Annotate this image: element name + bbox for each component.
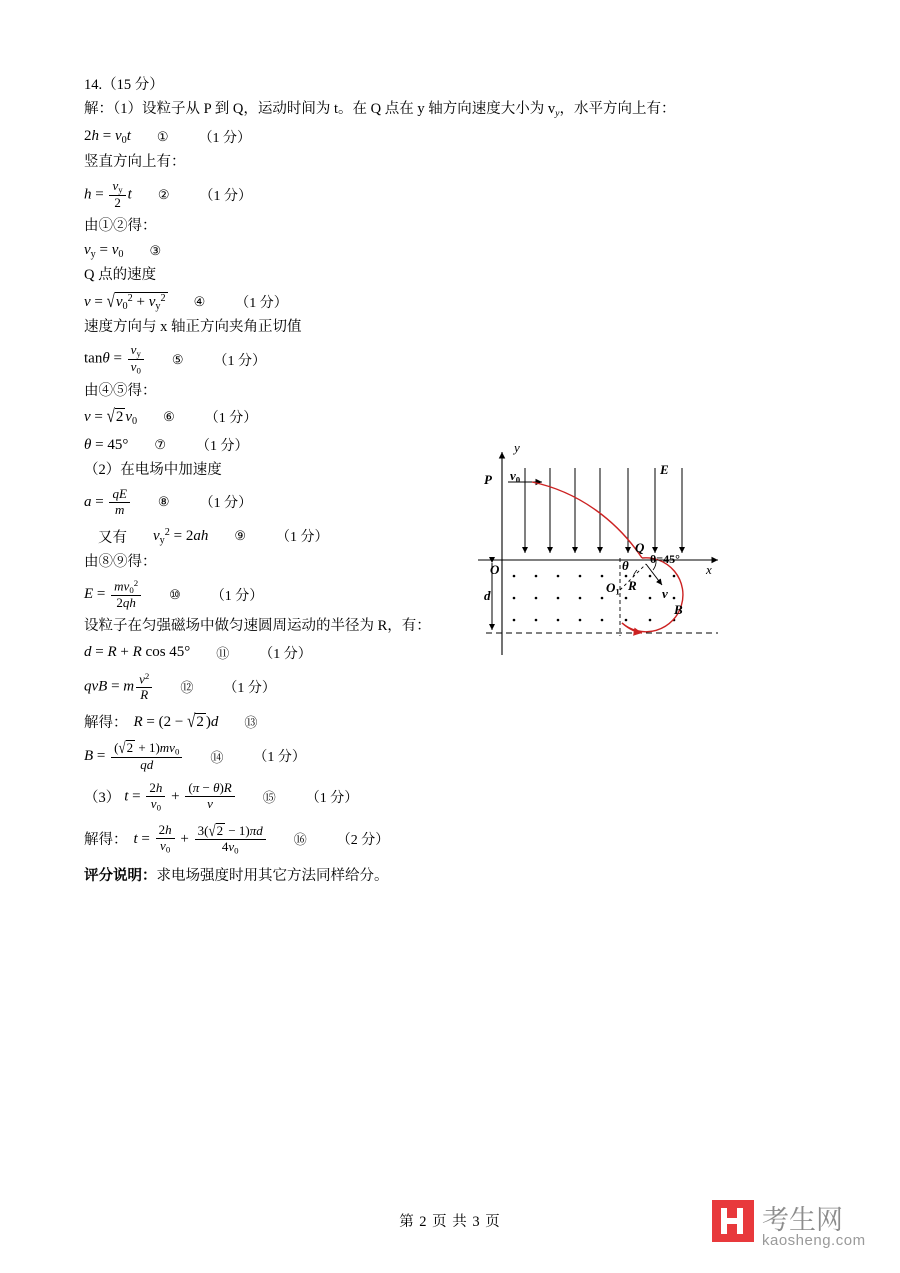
equation-14-score: （1 分） bbox=[253, 750, 306, 766]
equation-7-mark: ⑦ bbox=[154, 437, 166, 453]
figure-label-d: d bbox=[484, 588, 491, 603]
equation-6 bbox=[84, 407, 824, 427]
vy-subscript: y bbox=[555, 107, 560, 119]
radius-label: 设粒子在匀强磁场中做匀速圆周运动的半径为 R，有： bbox=[84, 618, 431, 635]
vertical-direction-label: 竖直方向上有： bbox=[84, 154, 186, 171]
equation-12-mark: ⑫ bbox=[180, 680, 194, 696]
equation-5-math: tanθ = $\frac{v_y}{v_0}$ bbox=[84, 343, 146, 376]
equation-12-math: qvB = m $\frac{v^2}{R}$ bbox=[84, 671, 154, 703]
equation-6-mark: ⑥ bbox=[163, 409, 175, 425]
watermark-cn-text: 考生网 bbox=[762, 1205, 843, 1236]
equation-2-mark: ② bbox=[157, 186, 170, 202]
equation-10-score: （1 分） bbox=[210, 588, 264, 604]
equation-13 bbox=[84, 711, 824, 732]
equation-11-math: d = R + R cos 45° bbox=[84, 644, 191, 661]
physics-figure bbox=[470, 440, 740, 670]
equation-13-prefix: 解得： bbox=[84, 715, 128, 732]
page-footer: 第 2 页 共 3 页 bbox=[399, 1214, 501, 1230]
equation-7-score: （1 分） bbox=[196, 439, 249, 455]
equation-16-math: t = $\frac{2h}{v_0}$ + $\frac{3(√2 - 1)\pi d}{4v_0}$ bbox=[134, 823, 268, 856]
equation-11-score: （1 分） bbox=[259, 646, 312, 662]
angle-tangent-label: 速度方向与 x 轴正方向夹角正切值 bbox=[84, 318, 302, 335]
equation-6-math: v = √2 $v_0$ bbox=[84, 406, 138, 427]
figure-label-y: y bbox=[514, 440, 520, 455]
equation-2 bbox=[84, 179, 824, 211]
equation-3 bbox=[84, 242, 824, 260]
equation-16-score: （2 分） bbox=[336, 832, 390, 848]
equation-13-mark: ⑬ bbox=[244, 715, 258, 731]
equation-3-math: $v_y = v_0$ bbox=[84, 242, 124, 261]
equation-13-math: R = (2 − √2 )d bbox=[133, 711, 219, 732]
equation-5 bbox=[84, 343, 824, 376]
equation-2-math: h = $\frac{v_y}{2}$ t bbox=[84, 177, 132, 210]
equation-3-mark: ③ bbox=[149, 243, 162, 259]
figure-label-b: B bbox=[674, 602, 683, 617]
equation-16-prefix: 解得： bbox=[84, 832, 128, 849]
equation-15-math: t = $\frac{2h}{v_0}$ + $\frac{(\pi - \theta)R}{v}$ bbox=[124, 781, 237, 813]
equation-11-mark: ⑪ bbox=[216, 646, 230, 662]
figure-label-velocity: v bbox=[662, 586, 668, 601]
figure-label-theta1: θ bbox=[622, 558, 629, 573]
equation-1-mark: ① bbox=[156, 129, 169, 145]
part2-label: （2）在电场中加速度 bbox=[84, 462, 222, 479]
figure-label-q: Q bbox=[635, 540, 645, 555]
equation-14 bbox=[84, 740, 824, 773]
equation-10-math: E = $\frac{mv_0^2}{2qh}$ bbox=[84, 578, 143, 611]
equation-7-math: θ = 45° bbox=[84, 436, 129, 453]
equation-5-score: （1 分） bbox=[213, 353, 267, 369]
equation-9-prefix: 又有 bbox=[98, 529, 127, 546]
from-1-2-label: 由①②得： bbox=[84, 217, 157, 234]
equation-15-score: （1 分） bbox=[305, 790, 359, 806]
q-speed-label: Q 点的速度 bbox=[84, 267, 157, 284]
grading-note bbox=[84, 869, 824, 884]
figure-label-origin: O bbox=[490, 562, 500, 577]
from-8-9-label: 由⑧⑨得： bbox=[84, 553, 157, 570]
grading-note-label: 评分说明： bbox=[84, 868, 157, 885]
watermark-logo-icon bbox=[712, 1200, 754, 1242]
equation-15 bbox=[84, 781, 824, 813]
figure-label-e: E bbox=[660, 462, 669, 477]
problem-number: 14.（15 分） bbox=[84, 77, 164, 93]
equation-4-mark: ④ bbox=[193, 293, 206, 309]
equation-1-math: $2h = v_0t$ bbox=[84, 128, 131, 147]
figure-label-x: x bbox=[706, 562, 712, 577]
solution-intro-text: 解：（1）设粒子从 P 到 Q，运动时间为 t。在 Q 点在 y 轴方向速度大小为 v bbox=[84, 100, 556, 117]
equation-4-score: （1 分） bbox=[235, 295, 288, 311]
equation-10-mark: ⑩ bbox=[169, 586, 181, 602]
equation-9-score: （1 分） bbox=[275, 530, 329, 546]
figure-label-p: P bbox=[484, 472, 492, 487]
equation-1 bbox=[84, 127, 824, 147]
equation-4 bbox=[84, 292, 824, 312]
equation-8-score: （1 分） bbox=[199, 496, 253, 512]
grading-note-text: 求电场强度时用其它方法同样给分。 bbox=[156, 868, 389, 885]
figure-label-theta2: θ=45° bbox=[650, 552, 680, 566]
equation-5-mark: ⑤ bbox=[171, 351, 184, 367]
from-4-5-label: 由④⑤得： bbox=[84, 382, 157, 399]
figure-label-v0: $v_0$ bbox=[510, 468, 521, 485]
equation-15-mark: ⑮ bbox=[262, 790, 276, 806]
equation-9-mark: ⑨ bbox=[234, 528, 246, 544]
equation-12-score: （1 分） bbox=[223, 680, 276, 696]
watermark-en-text: kaosheng.com bbox=[762, 1232, 866, 1249]
equation-15-prefix: （3） bbox=[84, 790, 121, 807]
equation-2-score: （1 分） bbox=[199, 188, 252, 204]
equation-1-score: （1 分） bbox=[198, 131, 252, 147]
equation-14-math: B = $\frac{(√2 + 1)mv_0}{qd}$ bbox=[84, 740, 184, 773]
equation-16-mark: ⑯ bbox=[293, 832, 307, 848]
watermark-logo-bar bbox=[721, 1218, 743, 1224]
equation-16 bbox=[84, 820, 824, 856]
equation-9-math: $v_y^2 = 2ah$ bbox=[153, 526, 209, 546]
equation-14-mark: ⑭ bbox=[210, 749, 224, 765]
figure-label-radius: R bbox=[628, 578, 637, 593]
equation-12 bbox=[84, 671, 824, 703]
watermark bbox=[712, 1196, 872, 1258]
solution-intro bbox=[84, 102, 824, 119]
solution-intro-tail: ，水平方向上有： bbox=[559, 100, 676, 117]
figure-label-o1: $O_1$ bbox=[606, 580, 620, 597]
equation-4-math: $v = √v_0^2 + v_y^2$ bbox=[84, 291, 166, 312]
equation-8-mark: ⑧ bbox=[157, 494, 170, 510]
equation-8-math: a = $\frac{qE}{m}$ bbox=[84, 487, 132, 518]
equation-6-score: （1 分） bbox=[204, 411, 258, 427]
